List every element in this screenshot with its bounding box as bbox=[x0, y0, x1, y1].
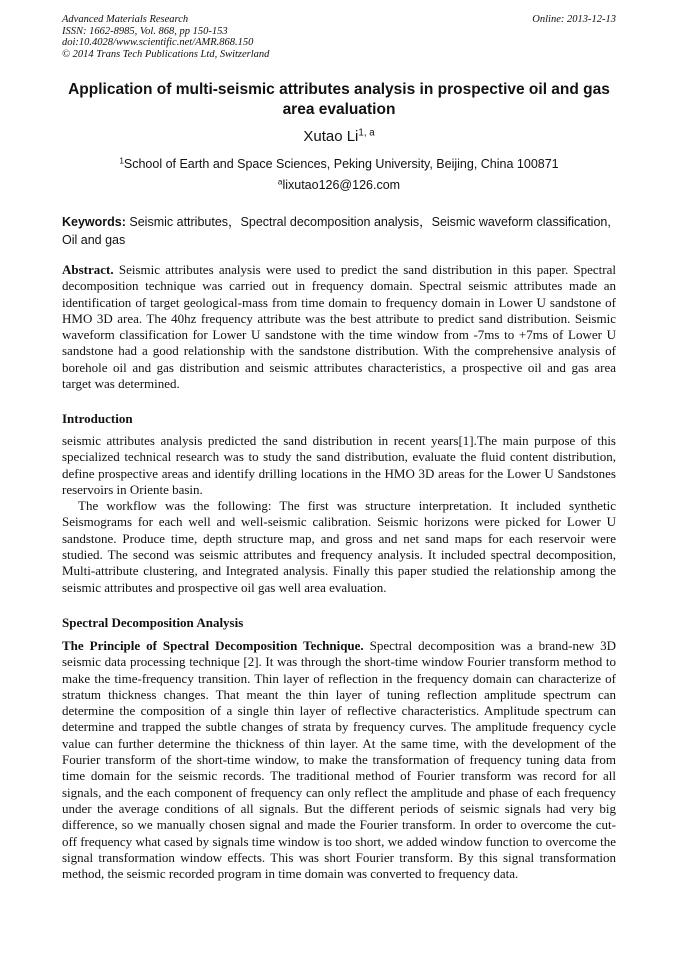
author-line bbox=[0, 128, 678, 145]
author-name: Xutao Li bbox=[303, 128, 359, 145]
online-date: Online: 2013-12-13 bbox=[532, 14, 616, 25]
introduction-paragraph-1: seismic attributes analysis predicted the sand distribution in recent years[1].The main purpose of this specialized technical research was to study the sand distribution, evaluate the fluid content distribution, define prospective areas and identify drilling locations in the HMO 3D areas for the Lower U Sandstones reservoirs in Oriente basin. bbox=[62, 433, 616, 497]
email-sup: a bbox=[277, 177, 283, 187]
journal-header bbox=[62, 14, 616, 60]
journal-name: Advanced Materials Research bbox=[62, 14, 189, 25]
keywords bbox=[62, 213, 616, 249]
affiliation-sup: 1 bbox=[119, 156, 124, 166]
abstract-text: Seismic attributes analysis were used to predict the sand distribution in this paper. Spectral decomposition technique was carried out in frequency domain. Spectral seismic attributes made an identification of target geological-mass from time domain to frequency domain in Lower U sandstone of HMO 3D area. The 40hz frequency attribute was the best attribute to predict sand distribution. Seismic waveform classification for Lower U sandstone with the time window from -7ms to +7ms of Lower U sandstone had a good relationship with the sandstone distribution. With the comprehensive analysis of borehole oil and gas distribution and seismic attributes characteristics, a prospective oil and gas area target was determined. bbox=[62, 262, 617, 392]
spectral-lead: The Principle of Spectral Decomposition Technique. bbox=[62, 638, 364, 653]
abstract-label: Abstract. bbox=[62, 262, 114, 277]
keywords-label: Keywords: bbox=[62, 215, 126, 229]
introduction-body bbox=[62, 433, 616, 596]
spectral-body bbox=[62, 638, 616, 882]
introduction-paragraph-2: The workflow was the following: The first was structure interpretation. It included synthetic Seismograms for each well and well-seismic calibration. Seismic horizons were picked for Lower U sandstone. Produce time, depth structure map, and gross and net sand maps for each reservoir were studied. The second was seismic attributes and frequency analysis. It included spectral decomposition, Multi-attribute clustering, and Integrated analysis. Finally this paper studied the relationship among the seismic attributes and prospective oil gas well area evaluation. bbox=[62, 498, 616, 595]
journal-issn: ISSN: 1662-8985, Vol. 868, pp 150-153 bbox=[62, 25, 228, 37]
affiliation-text: School of Earth and Space Sciences, Peking University, Beijing, China 100871 bbox=[123, 157, 559, 171]
paper-title: Application of multi-seismic attributes analysis in prospective oil and gas area evaluation bbox=[68, 81, 610, 118]
spectral-text: Spectral decomposition was a brand-new 3D seismic data processing technique [2]. It was through the short-time window Fourier transform method to make the time-frequency transition. Thin layer of reflection in the frequency domain can characterize of stratum thickness changes. That meant the thin layer of tuning reflection amplitude spectrum can determine the composition of a single thin layer of reflective characteristics. Amplitude spectrum can determine and trapped the subtle changes of strata by frequency curves. The amplitude frequency cycle value can further determine the thickness of thin layer. At the same time, with the development of the Fourier transform of the short-time window, to make the transformation of frequency tuning data from time domain for the seismic records. The traditional method of Fourier transform was record for all signals, and the each component of frequency can only reflect the amplitude and phase of each frequency under the average conditions of all signals. But the different periods of seismic signals had very big difference, so we manually chosen signal and made the Fourier transform. In order to overcome the cut-off frequency what cased by signals time window is too short, we added window function to overcome the signal transformation window effects. This was short Fourier transform. By this signal transformation method, the seismic recorded program in time domain was converted to frequency data. bbox=[62, 638, 617, 882]
abstract bbox=[62, 262, 616, 392]
spectral-heading: Spectral Decomposition Analysis bbox=[62, 615, 244, 630]
email-text: lixutao126@126.com bbox=[282, 178, 401, 192]
introduction-heading: Introduction bbox=[62, 411, 133, 426]
keywords-text: Seismic attributes，Spectral decomposition analysis，Seismic waveform classification, Oil and gas bbox=[62, 215, 611, 247]
affiliation bbox=[0, 157, 678, 171]
author-email bbox=[0, 178, 678, 192]
journal-copyright: © 2014 Trans Tech Publications Ltd, Switzerland bbox=[62, 48, 270, 60]
journal-doi: doi:10.4028/www.scientific.net/AMR.868.150 bbox=[62, 37, 254, 49]
author-sup: 1, a bbox=[358, 127, 375, 139]
